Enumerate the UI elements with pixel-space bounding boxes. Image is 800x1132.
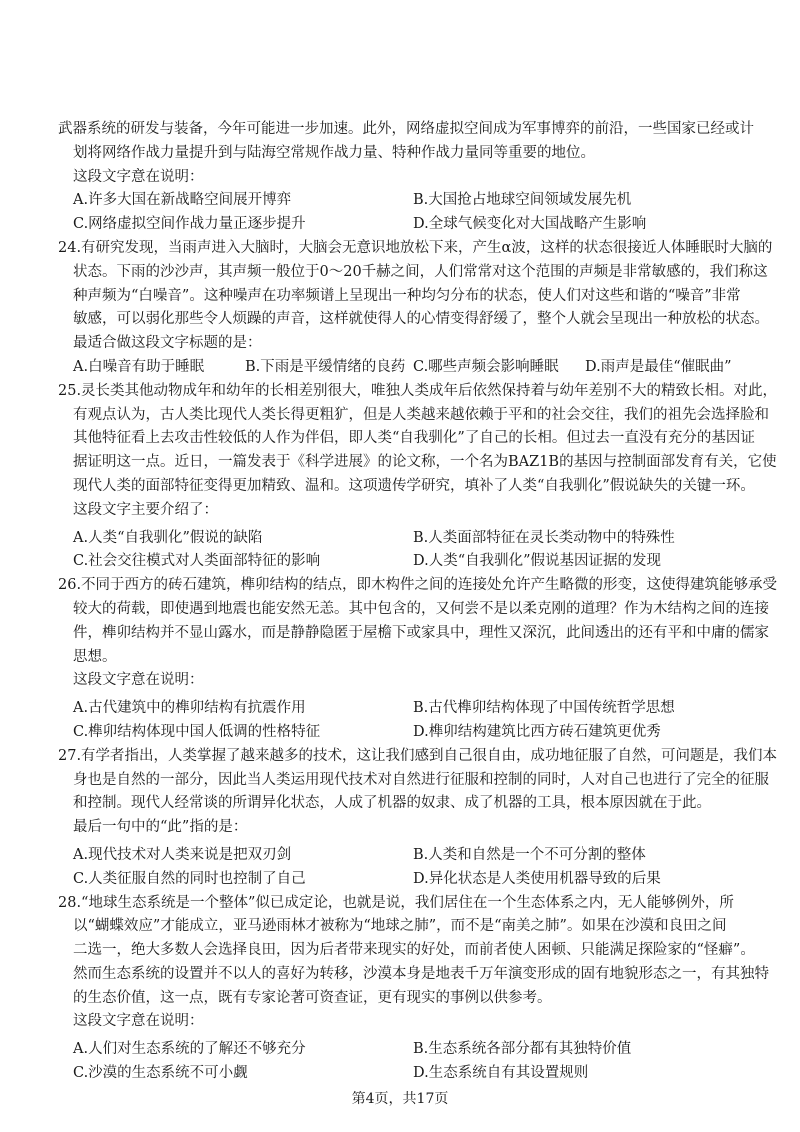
passage-line: 种声频为“白噪音”。这种噪声在功率频谱上呈现出一种均匀分布的状态，使人们对这些和谐的“噪音”非常	[73, 287, 741, 304]
passage-line: 26.不同于西方的砖石建筑，榫卯结构的结点，即木构件之间的连接处允许产生略微的形变，这使得建筑能够承受	[58, 577, 778, 594]
option-c: C.哪些声频会影响睡眠	[413, 358, 559, 375]
options-row	[58, 844, 758, 868]
question-24	[58, 237, 773, 380]
passage-line: 二选一，绝大多数人会选择良田，因为后者带来现实的好处，而前者使人困顿、只能满足探险家的“怪癖”。	[73, 942, 755, 959]
option-d: D.人类“自我驯化”假说基因证据的发现	[413, 553, 662, 570]
question-prompt: 这段文字意在说明：	[73, 168, 204, 185]
option-d: D.异化状态是人类使用机器导致的后果	[413, 870, 661, 887]
options-row	[58, 189, 758, 213]
option-d: D.雨声是最佳“催眠曲”	[585, 358, 732, 375]
passage-line: 思想。	[73, 648, 117, 665]
passage-line: 状态。下雨的沙沙声，其声频一般位于0～20千赫之间，人们常常对这个范围的声频是非常敏感的，我们称这	[73, 263, 768, 280]
options-row	[58, 527, 758, 551]
passage-line: 然而生态系统的设置并不以人的喜好为转移，沙漠本身是地表千万年演变形成的固有地貌形态之一，有其独特	[73, 965, 769, 982]
option-d: D.榫卯结构建筑比西方砖石建筑更优秀	[413, 723, 661, 740]
options-row	[58, 550, 758, 574]
page-number: 第4页，共17页	[351, 1091, 449, 1107]
passage-line: 划将网络作战力量提升到与陆海空常规作战力量、特种作战力量同等重要的地位。	[73, 144, 595, 161]
option-b: B.人类和自然是一个不可分割的整体	[413, 846, 646, 863]
question-prompt: 这段文字意在说明：	[73, 1013, 204, 1030]
question-26	[58, 574, 778, 745]
question-prompt: 这段文字意在说明：	[73, 672, 204, 689]
options-row	[58, 1038, 758, 1062]
option-c: C.网络虚拟空间作战力量正逐步提升	[73, 216, 306, 233]
option-a: A.现代技术对人类来说是把双刃剑	[73, 846, 292, 863]
passage-line: 28.“地球生态系统是一个整体”似已成定论，也就是说，我们居住在一个生态体系之内，无人能够例外，所	[58, 894, 734, 911]
passage-line: 24.有研究发现，当雨声进入大脑时，大脑会无意识地放松下来，产生α波，这样的状态很接近人体睡眠时大脑的	[58, 239, 773, 256]
option-c: C.人类征服自然的同时也控制了自己	[73, 870, 306, 887]
option-c: C.社会交往模式对人类面部特征的影响	[73, 553, 321, 570]
passage-line: 的生态价值，这一点，既有专家论著可资查证，更有现实的事例以供参考。	[73, 989, 552, 1006]
option-a: A.白噪音有助于睡眠	[73, 358, 205, 375]
options-row	[58, 213, 758, 237]
option-a: A.人们对生态系统的了解还不够充分	[73, 1041, 306, 1058]
option-a: A.许多大国在新战略空间展开博弈	[73, 192, 292, 209]
option-c: C.榫卯结构体现中国人低调的性格特征	[73, 723, 321, 740]
option-b: B.人类面部特征在灵长类动物中的特殊性	[413, 529, 675, 546]
question-prompt: 最适合做这段文字标题的是：	[73, 335, 262, 352]
passage-line: 25.灵长类其他动物成年和幼年的长相差别很大，唯独人类成年后依然保持着与幼年差别不大的精致长相。对此，	[58, 382, 778, 399]
question-27	[58, 745, 778, 892]
options-row	[58, 1062, 758, 1086]
passage-line: 件，榫卯结构并不显山露水，而是静静隐匿于屋檐下或家具中，理性又深沉，此间透出的还有平和中庸的儒家	[73, 624, 769, 641]
intro-passage	[58, 118, 758, 237]
passage-line: 27.有学者指出，人类掌握了越来越多的技术，这让我们感到自己很自由，成功地征服了自然，可问题是，我们本	[58, 747, 778, 764]
option-c: C.沙漠的生态系统不可小觑	[73, 1065, 248, 1082]
option-b: B.古代榫卯结构体现了中国传统哲学思想	[413, 700, 675, 717]
passage-line: 据证明这一点。近日，一篇发表于《科学进展》的论文称，一个名为BAZ1B的基因与控制面部发育有关，它使	[73, 454, 777, 471]
passage-line: 和控制。现代人经常谈的所谓异化状态，人成了机器的奴隶、成了机器的工具，根本原因就在于此。	[73, 795, 711, 812]
question-prompt: 最后一句中的“此”指的是：	[73, 819, 248, 836]
passage-line: 现代人类的面部特征变得更加精致、温和。这项遗传学研究，填补了人类“自我驯化”假说缺失的关键一环。	[73, 477, 755, 494]
passage-line: 其他特征看上去攻击性较低的人作为伴侣，即人类“自我驯化”了自己的长相。但过去一直没有充分的基因证	[73, 430, 755, 447]
option-b: B.大国抢占地球空间领域发展先机	[413, 192, 632, 209]
option-b: B.下雨是平缓情绪的良药	[245, 358, 406, 375]
question-25	[58, 380, 778, 574]
option-a: A.古代建筑中的榫卯结构有抗震作用	[73, 700, 306, 717]
options-row	[58, 868, 758, 892]
passage-line: 以“蝴蝶效应”才能成立，亚马逊雨林才被称为“地球之肺”，而不是“南美之肺”。如果在沙漠和良田之间	[73, 918, 727, 935]
options-row	[58, 697, 758, 721]
options-row	[58, 356, 758, 380]
option-d: D.生态系统自有其设置规则	[413, 1065, 589, 1082]
passage-line: 敏感，可以弱化那些令人烦躁的声音，这样就使得人的心情变得舒缓了，整个人就会呈现出一种放松的状态。	[73, 311, 769, 328]
passage-line: 武器系统的研发与装备，今年可能进一步加速。此外，网络虚拟空间成为军事博弈的前沿，一些国家已经或计	[58, 121, 754, 137]
passage-line: 有观点认为，古人类比现代人类长得更粗犷，但是人类越来越依赖于平和的社会交往，我们的祖先会选择脸和	[73, 406, 769, 423]
passage-line: 身也是自然的一部分，因此当人类运用现代技术对自然进行征服和控制的同时，人对自己也进行了完全的征服	[73, 771, 769, 788]
option-d: D.全球气候变化对大国战略产生影响	[413, 216, 647, 233]
passage-line: 较大的荷载，即使遇到地震也能安然无恙。其中包含的，又何尝不是以柔克刚的道理？作为木结构之间的连接	[73, 600, 769, 617]
page-content	[58, 118, 778, 1086]
option-a: A.人类“自我驯化”假说的缺陷	[73, 529, 263, 546]
option-b: B.生态系统各部分都有其独特价值	[413, 1041, 632, 1058]
options-row	[58, 721, 758, 745]
question-28	[58, 892, 769, 1086]
question-prompt: 这段文字主要介绍了：	[73, 501, 218, 518]
